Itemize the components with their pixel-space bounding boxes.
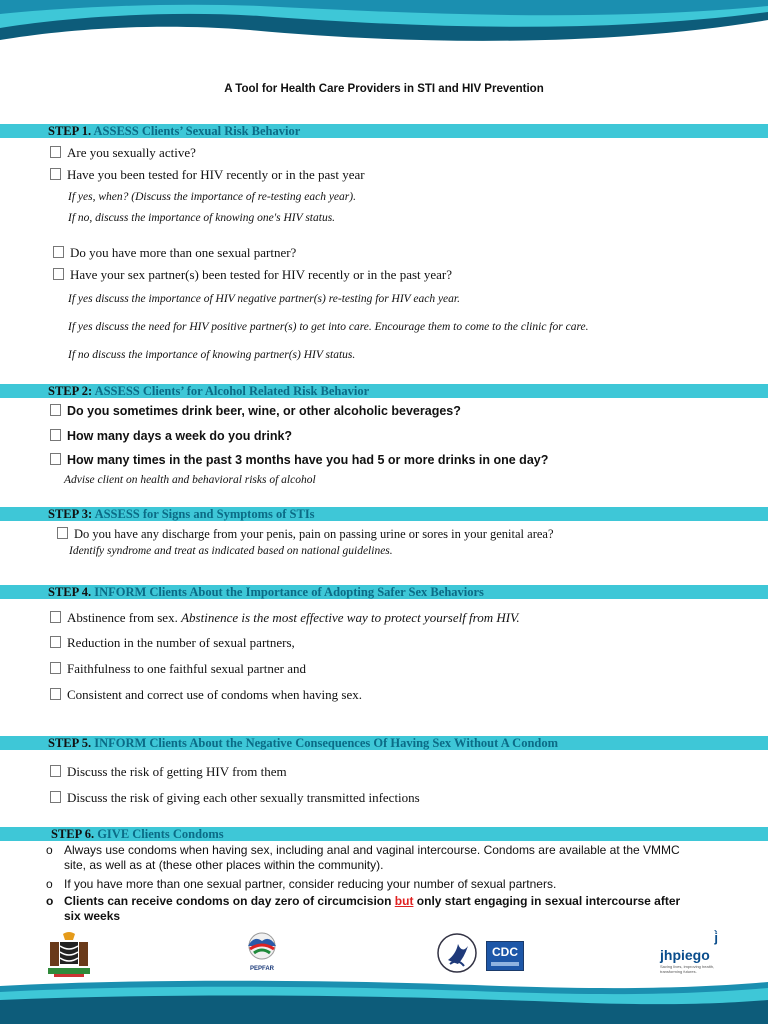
jhpiego-label: jhpiego [660,947,710,963]
step1-note4: If yes discuss the need for HIV positive partner(s) to get into care. Encourage them to come to the clinic for care. [68,321,589,333]
step3-note: Identify syndrome and treat as indicated based on national guidelines. [69,545,393,557]
top-wave-banner [0,0,768,48]
step1-q1: Are you sexually active? [50,145,196,161]
checkbox[interactable] [50,429,61,441]
step3-q1: Do you have any discharge from your penis, pain on passing urine or sores in your genital area? [57,526,554,542]
checkbox[interactable] [50,791,61,803]
step5-heading [48,736,558,750]
pepfar-logo [238,931,286,971]
step2-q3: How many times in the past 3 months have you had 5 or more drinks in one day? [50,452,548,468]
step3-label: STEP 3: [48,507,93,521]
step2-title: ASSESS Clients’ for Alcohol Related Risk Behavior [94,384,370,398]
checkbox[interactable] [53,246,64,258]
step5-item1: Discuss the risk of getting HIV from them [50,764,287,780]
step3-title: ASSESS for Signs and Symptoms of STIs [94,507,315,521]
step2-note: Advise client on health and behavioral risks of alcohol [64,474,316,486]
step1-q3: Do you have more than one sexual partner? [53,245,296,261]
step4-item1: Abstinence from sex. Abstinence is the most effective way to protect yourself from HIV. [50,610,520,626]
step2-q1: Do you sometimes drink beer, wine, or other alcoholic beverages? [50,403,461,419]
checkbox[interactable] [50,146,61,158]
step5-label: STEP 5. [48,736,92,750]
pepfar-label: PEPFAR [249,966,274,972]
step1-title: ASSESS Clients’ Sexual Risk Behavior [93,124,301,138]
checkbox[interactable] [50,765,61,777]
checkbox[interactable] [50,453,61,465]
checkbox[interactable] [50,688,61,700]
step6-bullet3: o Clients can receive condoms on day zero of circumcision but only start engaging in sexual intercourse after six weeks [46,894,681,923]
page-title: A Tool for Health Care Providers in STI and HIV Prevention [224,83,544,95]
jhpiego-logo [660,930,724,976]
step3-heading [48,507,315,521]
step1-q4: Have your sex partner(s) been tested for HIV recently or in the past year? [53,267,452,283]
checkbox[interactable] [50,404,61,416]
step6-bullet1: o Always use condoms when having sex, including anal and vaginal intercourse. Condoms are available at the VMMC site, as well as at (these other places within the community). [46,843,680,872]
step4-label: STEP 4. [48,585,92,599]
hhs-eagle-logo [434,932,480,974]
jhpiego-tagline: Saving lives, improving health, transforming futures. [660,964,715,974]
checkbox[interactable] [50,611,61,623]
checkbox[interactable] [50,636,61,648]
step1-label: STEP 1. [48,124,92,138]
step6-heading [51,827,224,841]
step6-bullet2: o If you have more than one sexual partner, consider reducing your number of sexual partners. [46,877,557,891]
step1-note2: If no, discuss the importance of knowing one's HIV status. [68,212,336,224]
step4-item4: Consistent and correct use of condoms when having sex. [50,687,362,703]
checkbox[interactable] [50,662,61,674]
bottom-wave-banner [0,978,768,1024]
step6-label: STEP 6. [51,827,95,841]
step5-item2: Discuss the risk of giving each other sexually transmitted infections [50,790,420,806]
step1-heading [48,124,300,138]
step2-label: STEP 2: [48,384,93,398]
pepfar-emblem-icon [238,931,286,961]
step1-note3: If yes discuss the importance of HIV negative partner(s) re-testing for HIV each year. [68,293,460,305]
cdc-logo [486,941,524,971]
step1-note5: If no discuss the importance of knowing partner(s) HIV status. [68,349,356,361]
step1-q2: Have you been tested for HIV recently or in the past year [50,167,365,183]
step5-title: INFORM Clients About the Negative Consequences Of Having Sex Without A Condom [94,736,559,750]
checkbox[interactable] [53,268,64,280]
zambia-coat-of-arms-logo [46,930,92,978]
step2-q2: How many days a week do you drink? [50,428,292,444]
step4-title: INFORM Clients About the Importance of Adopting Safer Sex Behaviors [94,585,484,599]
cdc-label: CDC [492,945,518,959]
step4-heading [48,585,484,599]
checkbox[interactable] [57,527,68,539]
step4-item3: Faithfulness to one faithful sexual partner and [50,661,306,677]
step1-note1: If yes, when? (Discuss the importance of re-testing each year). [68,191,356,203]
jhpiego-mark-icon: j̀ [714,930,718,945]
checkbox[interactable] [50,168,61,180]
step6-title: GIVE Clients Condoms [97,827,224,841]
step2-heading [48,384,369,398]
step4-item2: Reduction in the number of sexual partners, [50,635,295,651]
